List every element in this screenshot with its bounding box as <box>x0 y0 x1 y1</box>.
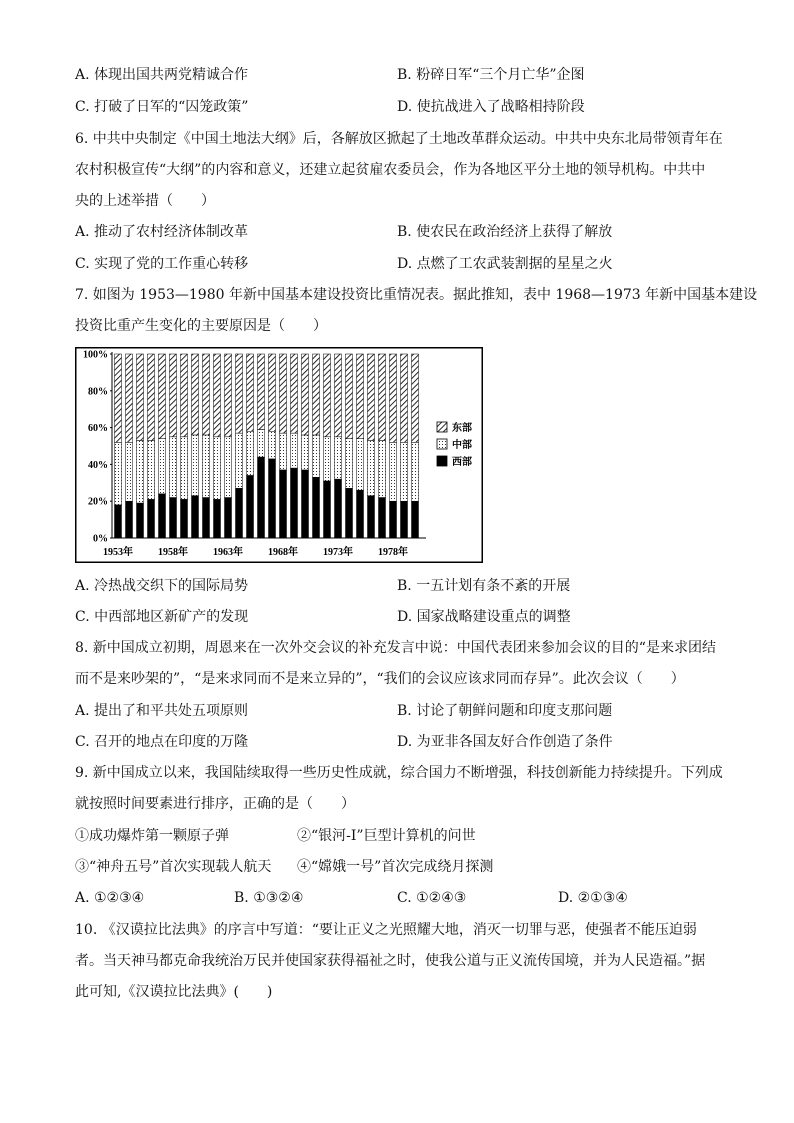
bar-segment-1980-s0 <box>412 501 419 538</box>
y-tick-label: 0% <box>93 533 108 545</box>
question-7-option-c: C. 中西部地区新矿产的发现 <box>75 609 249 625</box>
bar-segment-1971-s2 <box>313 354 320 435</box>
question-9-item-2: ②“银河-I”巨型计算机的问世 <box>297 828 476 844</box>
bar-segment-1979-s1 <box>401 442 408 501</box>
bar-segment-1961-s0 <box>203 498 210 538</box>
legend-label: 西部 <box>452 457 472 468</box>
bar-segment-1953-s1 <box>115 442 122 505</box>
bar-segment-1977-s0 <box>379 498 386 538</box>
bar-segment-1964-s2 <box>236 354 243 433</box>
bar-segment-1963-s2 <box>225 354 232 437</box>
question-8-option-a: A. 提出了和平共处五项原则 <box>75 703 249 719</box>
y-tick-label: 60% <box>88 423 108 435</box>
bar-segment-1975-s0 <box>357 490 364 538</box>
legend-swatch <box>437 456 447 466</box>
bar-segment-1972-s0 <box>324 481 331 538</box>
bar-segment-1970-s0 <box>302 470 309 538</box>
legend-label: 东部 <box>452 423 472 434</box>
question-8-stem-line: 而不是来吵架的”，“是来求同而不是来立异的”，“我们的会议应该求同而存异”。此次会议（ ） <box>75 671 685 687</box>
bar-segment-1965-s0 <box>247 475 254 538</box>
bar-segment-1955-s1 <box>137 440 144 503</box>
option-b: B. 粉碎日军“三个月亡华”企图 <box>397 67 585 83</box>
bar-segment-1974-s1 <box>346 439 353 489</box>
bar-segment-1954-s0 <box>126 501 133 538</box>
bar-segment-1975-s2 <box>357 354 364 439</box>
bar-segment-1960-s2 <box>192 354 199 435</box>
question-6-option-c: C. 实现了党的工作重心转移 <box>75 256 249 272</box>
bar-segment-1954-s1 <box>126 442 133 501</box>
bar-segment-1966-s2 <box>258 354 265 429</box>
question-9-option-d: D. ②①③④ <box>558 890 628 906</box>
bar-segment-1965-s2 <box>247 354 254 431</box>
y-tick-label: 20% <box>88 496 108 508</box>
x-tick-label: 1973年 <box>323 547 353 558</box>
legend-swatch <box>437 439 447 449</box>
bar-segment-1958-s2 <box>170 354 177 437</box>
bar-segment-1973-s2 <box>335 354 342 437</box>
bar-segment-1964-s0 <box>236 488 243 538</box>
question-8-option-c: C. 召开的地点在印度的万隆 <box>75 734 249 750</box>
legend-label: 中部 <box>452 440 472 451</box>
bar-segment-1976-s1 <box>368 440 375 495</box>
question-6-option-d: D. 点燃了工农武装割据的星星之火 <box>397 256 613 272</box>
bar-segment-1956-s1 <box>148 440 155 499</box>
bar-segment-1968-s0 <box>280 470 287 538</box>
bar-segment-1969-s0 <box>291 468 298 538</box>
bar-segment-1962-s1 <box>214 437 221 500</box>
bar-segment-1978-s2 <box>390 354 397 442</box>
option-a: A. 体现出国共两党精诚合作 <box>75 67 249 83</box>
bar-segment-1971-s1 <box>313 435 320 477</box>
bar-segment-1979-s2 <box>401 354 408 442</box>
bar-segment-1967-s0 <box>269 459 276 538</box>
bar-segment-1972-s2 <box>324 354 331 437</box>
bar-segment-1974-s0 <box>346 488 353 538</box>
bar-segment-1962-s2 <box>214 354 221 437</box>
bar-segment-1972-s1 <box>324 437 331 481</box>
bar-segment-1954-s2 <box>126 354 133 442</box>
x-tick-label: 1968年 <box>268 547 298 558</box>
question-9-stem-line: 就按照时间要素进行排序，正确的是（ ） <box>75 796 355 812</box>
bar-segment-1959-s1 <box>181 437 188 500</box>
bar-segment-1978-s0 <box>390 501 397 538</box>
x-tick-label: 1963年 <box>213 547 243 558</box>
bar-segment-1968-s2 <box>280 354 287 433</box>
bar-segment-1966-s1 <box>258 429 265 457</box>
x-tick-label: 1978年 <box>378 547 408 558</box>
bar-segment-1980-s1 <box>412 442 419 501</box>
question-7-option-b: B. 一五计划有条不紊的开展 <box>397 578 571 594</box>
bar-segment-1968-s1 <box>280 433 287 470</box>
investment-share-chart <box>75 347 483 563</box>
question-9-item-1: ①成功爆炸第一颗原子弹 <box>75 828 229 844</box>
question-8-stem-line: 8. 新中国成立初期，周恩来在一次外交会议的补充发言中说：中国代表团来参加会议的目的“是来求团结 <box>75 640 716 656</box>
y-tick-label: 80% <box>88 386 108 398</box>
bar-segment-1953-s0 <box>115 505 122 538</box>
question-8-option-d: D. 为亚非各国友好合作创造了条件 <box>397 734 613 750</box>
bar-segment-1978-s1 <box>390 442 397 501</box>
question-7-option-d: D. 国家战略建设重点的调整 <box>397 609 571 625</box>
bar-segment-1970-s1 <box>302 435 309 470</box>
question-9-option-c: C. ①②④③ <box>397 890 467 906</box>
bar-segment-1957-s0 <box>159 494 166 538</box>
question-9-option-b: B. ①③②④ <box>234 890 304 906</box>
question-10-stem-line: 者。当天神马都克命我统治万民并使国家获得福祉之时，使我公道与正义流传国境，并为人民造福。”据 <box>75 953 706 969</box>
question-9-option-a: A. ①②③④ <box>75 890 145 906</box>
bar-segment-1953-s2 <box>115 354 122 442</box>
bar-segment-1979-s0 <box>401 501 408 538</box>
bar-segment-1977-s1 <box>379 440 386 497</box>
bar-segment-1957-s2 <box>159 354 166 439</box>
question-6-option-a: A. 推动了农村经济体制改革 <box>75 224 249 240</box>
question-9-item-4: ④“嫦娥一号”首次完成绕月探测 <box>297 859 494 875</box>
question-9-stem-line: 9. 新中国成立以来，我国陆续取得一些历史性成就，综合国力不断增强，科技创新能力持续提升。下列成 <box>75 765 723 781</box>
option-c: C. 打破了日军的“囚笼政策” <box>75 99 249 115</box>
bar-segment-1959-s2 <box>181 354 188 437</box>
question-9-item-3: ③“神舟五号”首次实现载人航天 <box>75 859 272 875</box>
bar-segment-1956-s0 <box>148 499 155 538</box>
bar-segment-1961-s1 <box>203 435 210 498</box>
bar-segment-1971-s0 <box>313 477 320 538</box>
bar-segment-1962-s0 <box>214 499 221 538</box>
bar-segment-1956-s2 <box>148 354 155 440</box>
question-8-option-b: B. 讨论了朝鲜问题和印度支那问题 <box>397 703 613 719</box>
question-6-option-b: B. 使农民在政治经济上获得了解放 <box>397 224 613 240</box>
bar-segment-1977-s2 <box>379 354 386 440</box>
question-10-stem-line: 10. 《汉谟拉比法典》的序言中写道：“要让正义之光照耀大地，消灭一切罪与恶，使强者不能压迫弱 <box>75 922 697 938</box>
bar-segment-1969-s1 <box>291 433 298 468</box>
question-7-option-a: A. 冷热战交织下的国际局势 <box>75 578 249 594</box>
question-6-stem-line: 央的上述举措（ ） <box>75 193 215 209</box>
bar-segment-1955-s0 <box>137 503 144 538</box>
bar-segment-1960-s0 <box>192 496 199 538</box>
question-7-stem-line: 投资比重产生变化的主要原因是（ ） <box>75 318 327 334</box>
x-tick-label: 1958年 <box>158 547 188 558</box>
option-d: D. 使抗战进入了战略相持阶段 <box>397 99 585 115</box>
bar-segment-1973-s1 <box>335 437 342 479</box>
question-10-stem-line: 此可知,《汉谟拉比法典》( ) <box>75 984 273 1000</box>
question-7-stem-line: 7. 如图为 1953—1980 年新中国基本建设投资比重情况表。据此推知，表中 1968—1973 年新中国基本建设 <box>75 287 758 303</box>
x-tick-label: 1953年 <box>103 547 133 558</box>
bar-segment-1974-s2 <box>346 354 353 439</box>
bar-segment-1969-s2 <box>291 354 298 433</box>
bar-segment-1955-s2 <box>137 354 144 440</box>
y-tick-label: 100% <box>83 349 108 361</box>
bar-segment-1966-s0 <box>258 457 265 538</box>
bar-segment-1961-s2 <box>203 354 210 435</box>
question-6-stem-line: 6. 中共中央制定《中国土地法大纲》后，各解放区掀起了土地改革群众运动。中共中央东北局带领青年在 <box>75 131 723 147</box>
bar-segment-1957-s1 <box>159 439 166 494</box>
bar-segment-1973-s0 <box>335 479 342 538</box>
bar-segment-1959-s0 <box>181 499 188 538</box>
bar-segment-1958-s0 <box>170 498 177 538</box>
bar-segment-1963-s0 <box>225 498 232 538</box>
bar-segment-1963-s1 <box>225 437 232 498</box>
bar-segment-1958-s1 <box>170 437 177 498</box>
bar-segment-1976-s0 <box>368 496 375 538</box>
bar-segment-1967-s1 <box>269 431 276 459</box>
y-tick-label: 40% <box>88 459 108 471</box>
bar-segment-1975-s1 <box>357 439 364 491</box>
bar-segment-1967-s2 <box>269 354 276 431</box>
question-6-stem-line: 农村积极宣传“大纲”的内容和意义，还建立起贫雇农委员会，作为各地区平分土地的领导机构。中共中 <box>75 162 706 178</box>
bar-segment-1965-s1 <box>247 431 254 475</box>
bar-segment-1960-s1 <box>192 435 199 496</box>
bar-segment-1976-s2 <box>368 354 375 440</box>
bar-segment-1970-s2 <box>302 354 309 435</box>
bar-segment-1964-s1 <box>236 433 243 488</box>
legend-swatch <box>437 422 447 432</box>
bar-segment-1980-s2 <box>412 354 419 442</box>
